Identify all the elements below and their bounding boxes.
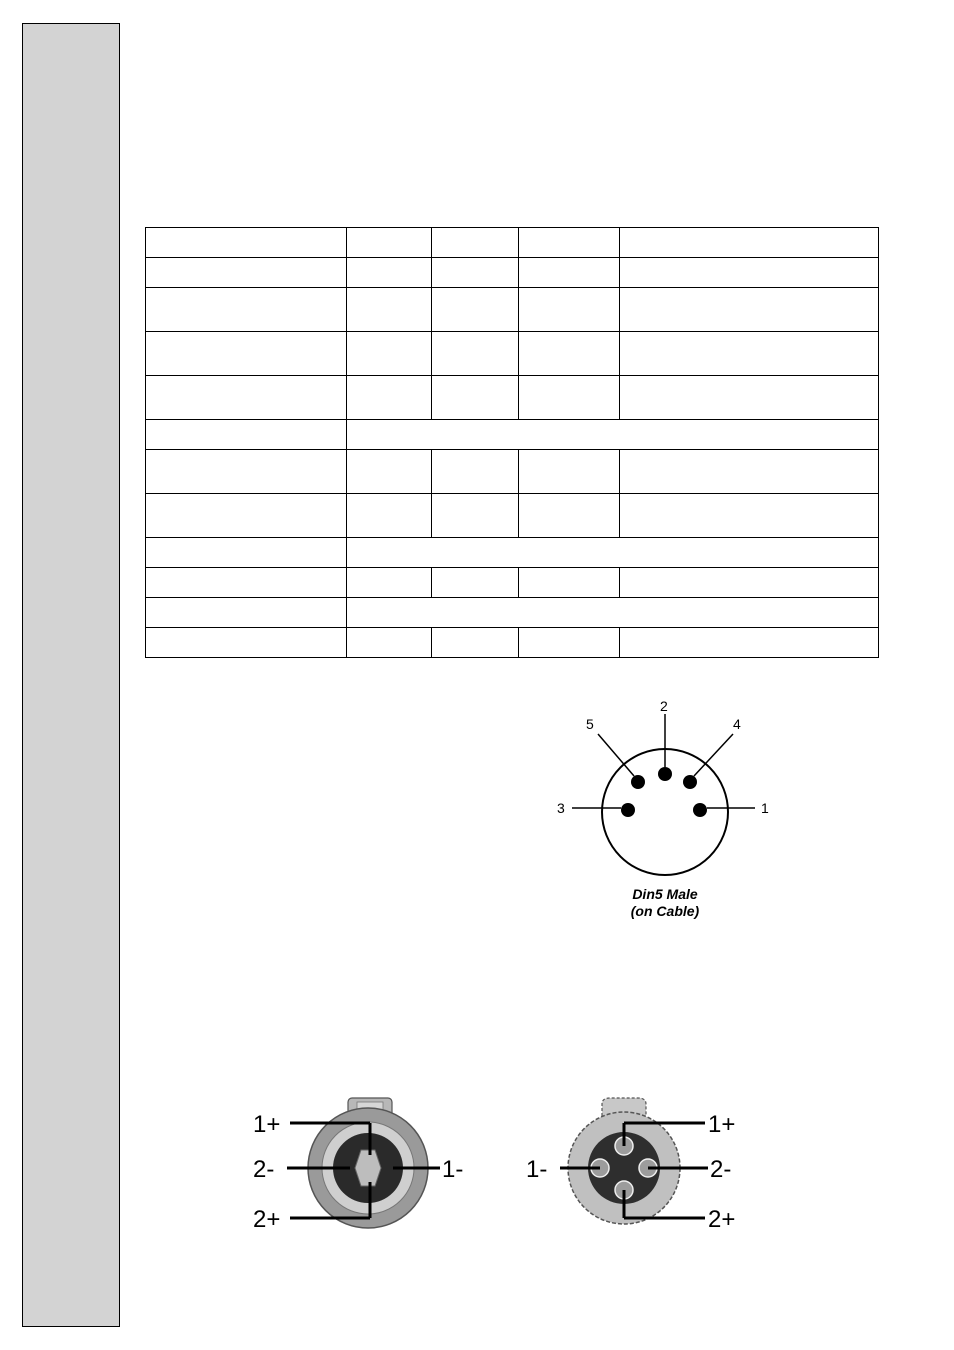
table-row: [146, 494, 879, 538]
speakon-right-label-1minus: 1-: [526, 1156, 548, 1183]
speakon-right-label-2minus: 2-: [710, 1156, 732, 1183]
speakon-right-diagram: [520, 1090, 750, 1240]
speakon-left-label-2plus: 2+: [253, 1206, 281, 1233]
table-row: [146, 598, 879, 628]
table-row: [146, 288, 879, 332]
pin-label-5: 5: [586, 716, 594, 732]
speakon-left-label-1minus: 1-: [442, 1156, 464, 1183]
table-row: [146, 568, 879, 598]
table-row: [146, 228, 879, 258]
pin-3: [621, 803, 635, 817]
table-row: [146, 376, 879, 420]
pin-label-3: 3: [557, 800, 565, 816]
speakon-right-label-1plus: 1+: [708, 1111, 736, 1138]
speakon-left-label-1plus: 1+: [253, 1111, 281, 1138]
pin-1: [693, 803, 707, 817]
table-row: [146, 258, 879, 288]
pin-5: [631, 775, 645, 789]
pin-4: [683, 775, 697, 789]
table-row: [146, 420, 879, 450]
table-row: [146, 628, 879, 658]
speakon-left-label-2minus: 2-: [253, 1156, 275, 1183]
spec-table: [145, 227, 879, 658]
pin-2: [658, 767, 672, 781]
table-row: [146, 332, 879, 376]
pin-label-2: 2: [660, 698, 668, 714]
din5-caption-line1: Din5 Male: [632, 886, 698, 902]
din5-caption-line2: (on Cable): [630, 903, 700, 919]
speakon-left-diagram: [245, 1090, 475, 1240]
table-row: [146, 450, 879, 494]
din5-diagram: [540, 690, 790, 930]
side-strip: [22, 23, 120, 1327]
table-row: [146, 538, 879, 568]
speakon-right-label-2plus: 2+: [708, 1206, 736, 1233]
pin-label-1: 1: [761, 800, 769, 816]
pin-label-4: 4: [733, 716, 741, 732]
